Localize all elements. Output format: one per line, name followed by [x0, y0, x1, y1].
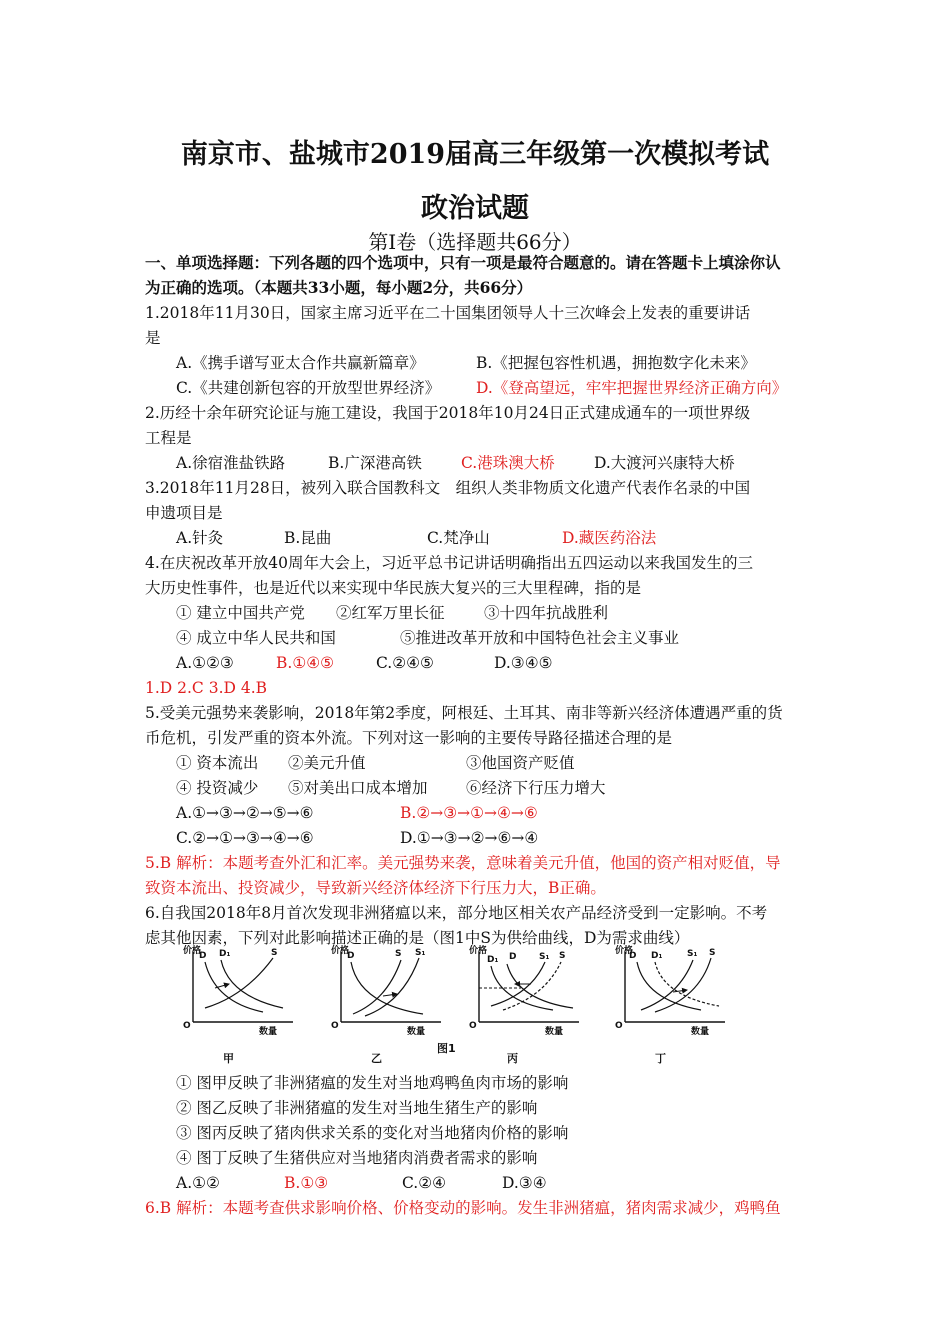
question-1-options-row1	[176, 353, 756, 373]
curve-label-s: S	[395, 949, 402, 959]
figure-panel-name: 丙	[507, 1052, 518, 1065]
origin-label: O	[183, 1021, 191, 1031]
question-5-stem-cont: 币危机，引发严重的资本外流。下列对这一影响的主要传导路径描述合理的是	[145, 729, 673, 747]
q3-option-a: A.针灸	[176, 529, 224, 547]
question-6-item-4: ④ 图丁反映了生猪供应对当地猪肉消费者需求的影响	[176, 1149, 538, 1167]
curve-label-d1: D₁	[651, 951, 663, 961]
curve-label-s1: S₁	[415, 948, 426, 958]
figure-panel-name: 乙	[371, 1052, 382, 1065]
q4-option-d: D.③④⑤	[494, 654, 553, 672]
q1-option-c: C.《共建创新包容的开放型世界经济》	[176, 379, 441, 397]
q2-option-c: C.港珠澳大桥	[461, 454, 555, 472]
question-1-stem-cont: 是	[145, 329, 161, 347]
curve-label-d: D	[347, 951, 355, 961]
answers-1-4: 1.D 2.C 3.D 4.B	[145, 679, 268, 697]
question-6-options	[176, 1173, 547, 1193]
origin-label: O	[615, 1021, 623, 1031]
question-5-options-row2	[176, 828, 538, 848]
question-6-stem: 6.自我国2018年8月首次发现非洲猪瘟以来，部分地区相关农产品经济受到一定影响。不考	[145, 904, 768, 922]
y-axis-label: 价格	[331, 946, 350, 956]
section-instruction-cont: 为正确的选项。（本题共33小题，每小题2分，共66分）	[145, 278, 533, 297]
question-4-items-row2	[176, 628, 679, 648]
q5-item-5: ⑤对美出口成本增加	[288, 779, 428, 797]
exam-subtitle: 政治试题	[421, 193, 529, 224]
curve-label-d: D	[629, 951, 637, 961]
question-4-stem: 4.在庆祝改革开放40周年大会上，习近平总书记讲话明确指出五四运动以来我国发生的三	[145, 554, 754, 572]
question-6-item-1: ① 图甲反映了非洲猪瘟的发生对当地鸡鸭鱼肉市场的影响	[176, 1074, 569, 1092]
question-3-stem-cont: 申遗项目是	[145, 504, 223, 522]
question-4-items-row1	[176, 603, 608, 623]
question-3-stem: 3.2018年11月28日，被列入联合国教科文 组织人类非物质文化遗产代表作名录的中国	[145, 479, 751, 497]
q4-option-b: B.①④⑤	[276, 654, 335, 672]
x-axis-label: 数量	[545, 1027, 564, 1037]
q6-option-b: B.①③	[284, 1174, 329, 1192]
figure-1-supply-demand	[175, 944, 735, 1068]
question-6-item-2: ② 图乙反映了非洲猪瘟的发生对当地生猪生产的影响	[176, 1099, 538, 1117]
q6-option-a: A.①②	[176, 1174, 220, 1192]
question-3-options	[176, 528, 656, 548]
q5-item-3: ③他国资产贬值	[466, 754, 575, 772]
question-5-stem: 5.受美元强势来袭影响，2018年第2季度，阿根廷、土耳其、南非等新兴经济体遭遇严重的货	[145, 704, 783, 722]
q3-option-c: C.梵净山	[427, 529, 490, 547]
question-6-explanation: 6.B 解析：本题考查供求影响价格、价格变动的影响。发生非洲猪瘟，猪肉需求减少，鸡鸭鱼	[145, 1199, 781, 1217]
curve-label-d: D	[199, 951, 207, 961]
figure-caption: 图1	[437, 1042, 456, 1055]
y-axis-label: 价格	[615, 946, 634, 956]
curve-label-s: S	[709, 948, 716, 958]
q2-option-a: A.徐宿淮盐铁路	[176, 454, 286, 472]
q5-option-b: B.②→③→①→④→⑥	[400, 804, 538, 822]
question-1-options-row2	[176, 378, 787, 398]
figure-panel-jia	[183, 944, 293, 1065]
q4-item-2: ②红军万里长征	[336, 604, 445, 622]
q5-option-c: C.②→①→③→④→⑥	[176, 829, 314, 847]
question-1-stem: 1.2018年11月30日，国家主席习近平在二十国集团领导人十三次峰会上发表的重要讲话	[145, 304, 751, 322]
y-axis-label: 价格	[469, 946, 488, 956]
q4-option-c: C.②④⑤	[376, 654, 434, 672]
exam-title: 南京市、盐城市2019届高三年级第一次模拟考试	[180, 139, 770, 170]
figure-panel-name: 丁	[655, 1052, 666, 1065]
figure-panel-ding	[615, 944, 725, 1065]
curve-label-s1: S₁	[539, 952, 550, 962]
q5-item-6: ⑥经济下行压力增大	[466, 779, 606, 797]
figure-panel-bing	[469, 944, 579, 1065]
q6-option-d: D.③④	[502, 1174, 547, 1192]
q2-option-d: D.大渡河兴康特大桥	[594, 454, 735, 472]
q5-item-4: ④ 投资减少	[176, 779, 259, 797]
q4-item-5: ⑤推进改革开放和中国特色社会主义事业	[400, 629, 680, 647]
x-axis-label: 数量	[259, 1027, 278, 1037]
question-5-items-row1	[176, 753, 575, 773]
q5-item-2: ②美元升值	[288, 754, 366, 772]
curve-label-s1: S₁	[687, 949, 698, 959]
curve-label-d: D	[509, 952, 517, 962]
q3-option-d: D.藏医药浴法	[562, 529, 657, 547]
q5-option-a: A.①→③→②→⑤→⑥	[176, 804, 314, 822]
y-axis-label: 价格	[183, 946, 202, 956]
question-2-stem-cont: 工程是	[145, 429, 192, 447]
question-4-options	[176, 653, 553, 673]
q6-option-c: C.②④	[402, 1174, 447, 1192]
q1-option-a: A.《携手谱写亚太合作共赢新篇章》	[176, 354, 425, 372]
question-6-item-3: ③ 图丙反映了猪肉供求关系的变化对当地猪肉价格的影响	[176, 1124, 569, 1142]
question-4-stem-cont: 大历史性事件，也是近代以来实现中华民族大复兴的三大里程碑，指的是	[145, 579, 642, 597]
question-2-options	[176, 453, 735, 473]
question-2-stem: 2.历经十余年研究论证与施工建设，我国于2018年10月24日正式建成通车的一项世界级	[145, 404, 751, 422]
section-instruction: 一、单项选择题：下列各题的四个选项中，只有一项是最符合题意的。请在答题卡上填涂你认	[145, 253, 781, 272]
question-5-explanation: 5.B 解析：本题考查外汇和汇率。美元强势来袭，意味着美元升值，他国的资产相对贬值，导	[145, 854, 781, 872]
curve-label-d1: D₁	[487, 955, 499, 965]
question-5-items-row2	[176, 778, 606, 798]
curve-label-s: S	[271, 948, 278, 958]
curve-label-s: S	[559, 951, 566, 961]
x-axis-label: 数量	[691, 1027, 710, 1037]
question-5-explanation-cont: 致资本流出、投资减少，导致新兴经济体经济下行压力大，B正确。	[145, 879, 606, 897]
curve-label-d1: D₁	[219, 949, 231, 959]
q3-option-b: B.昆曲	[284, 529, 332, 547]
x-axis-label: 数量	[407, 1027, 426, 1037]
q1-option-b: B.《把握包容性机遇，拥抱数字化未来》	[476, 354, 756, 372]
q1-option-d: D.《登高望远，牢牢把握世界经济正确方向》	[476, 379, 788, 397]
q2-option-b: B.广深港高铁	[328, 454, 422, 472]
figure-panel-name: 甲	[223, 1052, 234, 1065]
origin-label: O	[331, 1021, 339, 1031]
q5-option-d: D.①→③→②→⑥→④	[400, 829, 539, 847]
q5-item-1: ① 资本流出	[176, 754, 259, 772]
q4-item-4: ④ 成立中华人民共和国	[176, 629, 336, 647]
figure-panel-yi	[331, 944, 441, 1065]
q4-option-a: A.①②③	[176, 654, 234, 672]
question-6-stem-cont: 虑其他因素，下列对此影响描述正确的是（图1中S为供给曲线，D为需求曲线）	[145, 929, 690, 947]
volume-heading: 第Ⅰ卷（选择题共66分）	[368, 230, 582, 254]
question-5-options-row1	[176, 803, 538, 823]
q4-item-3: ③十四年抗战胜利	[484, 604, 609, 622]
q4-item-1: ① 建立中国共产党	[176, 604, 305, 622]
origin-label: O	[469, 1021, 477, 1031]
